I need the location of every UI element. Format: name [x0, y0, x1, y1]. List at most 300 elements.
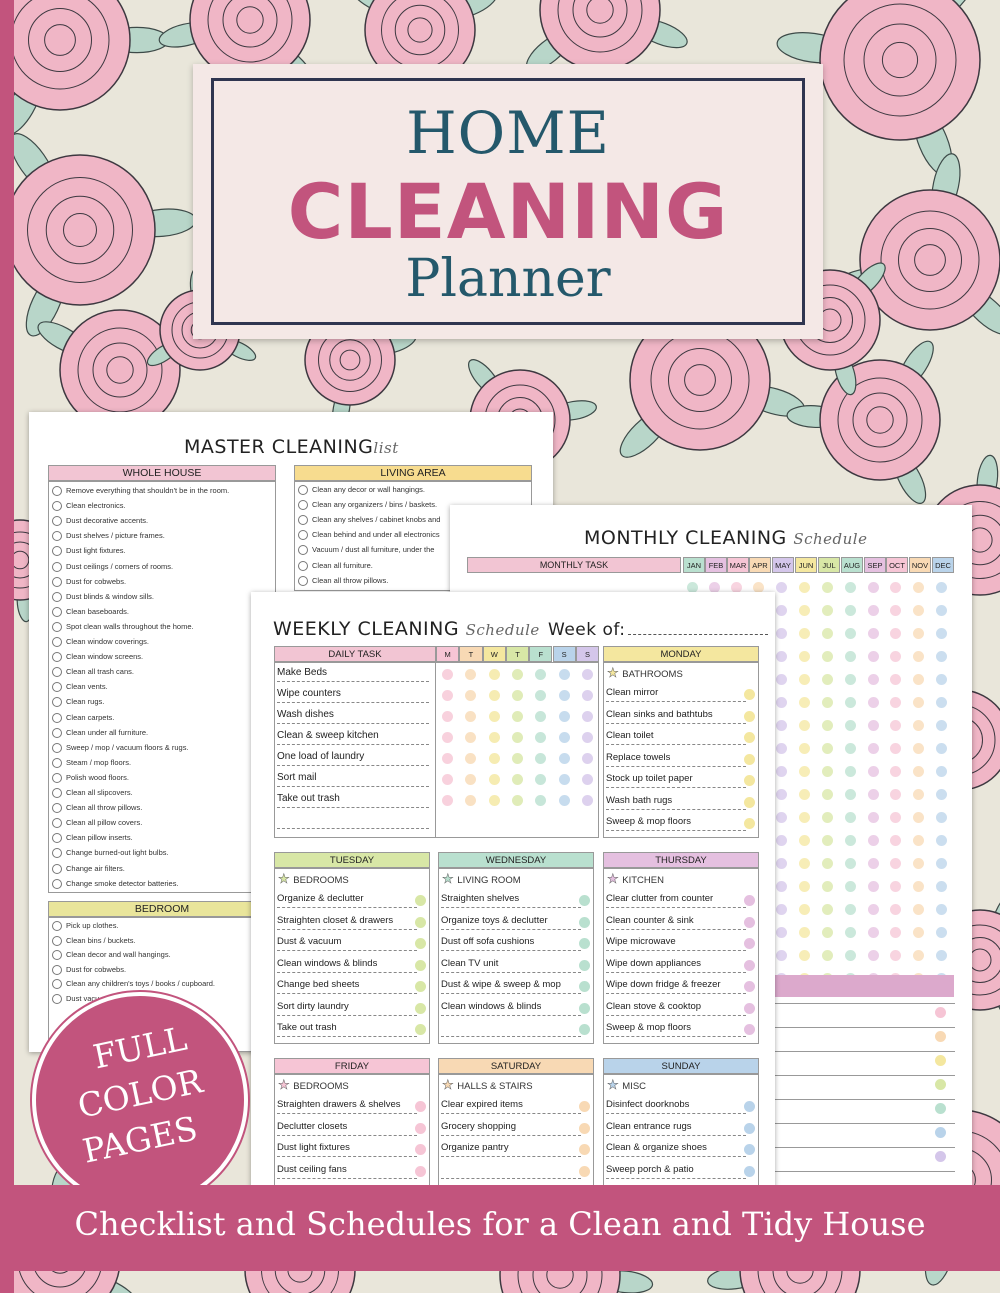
wednesday-task-dot[interactable] — [579, 981, 590, 992]
checkbox-circle[interactable] — [298, 485, 308, 495]
daily-task-row: One load of laundry — [277, 750, 429, 766]
daily-checkbox-dot[interactable] — [582, 753, 593, 764]
note-dot[interactable] — [935, 1055, 946, 1066]
month-checkbox-dot[interactable] — [845, 651, 856, 662]
wednesday-task-dot[interactable] — [579, 960, 590, 971]
thursday-task-dot[interactable] — [744, 917, 755, 928]
month-checkbox-dot[interactable] — [776, 766, 787, 777]
month-checkbox-dot[interactable] — [845, 835, 856, 846]
month-checkbox-dot[interactable] — [822, 582, 833, 593]
tuesday-task-dot[interactable] — [415, 981, 426, 992]
month-checkbox-dot[interactable] — [868, 789, 879, 800]
sunday-task-dot[interactable] — [744, 1166, 755, 1177]
month-checkbox-dot[interactable] — [936, 697, 947, 708]
month-checkbox-dot[interactable] — [822, 697, 833, 708]
month-checkbox-dot[interactable] — [868, 720, 879, 731]
month-checkbox-dot[interactable] — [868, 743, 879, 754]
daily-checkbox-dot[interactable] — [582, 732, 593, 743]
daily-checkbox-dot[interactable] — [489, 753, 500, 764]
daily-checkbox-dot[interactable] — [559, 711, 570, 722]
month-checkbox-dot[interactable] — [913, 651, 924, 662]
month-checkbox-dot[interactable] — [822, 950, 833, 961]
month-checkbox-dot[interactable] — [890, 881, 901, 892]
month-checkbox-dot[interactable] — [936, 835, 947, 846]
month-checkbox-dot[interactable] — [868, 697, 879, 708]
checkbox-circle[interactable] — [298, 561, 308, 571]
month-checkbox-dot[interactable] — [845, 628, 856, 639]
month-checkbox-dot[interactable] — [936, 651, 947, 662]
month-checkbox-dot[interactable] — [890, 927, 901, 938]
thursday-task-dot[interactable] — [744, 1003, 755, 1014]
month-checkbox-dot[interactable] — [936, 904, 947, 915]
month-checkbox-dot[interactable] — [776, 605, 787, 616]
month-header: DEC — [932, 557, 954, 573]
month-checkbox-dot[interactable] — [822, 927, 833, 938]
month-checkbox-dot[interactable] — [776, 927, 787, 938]
month-checkbox-dot[interactable] — [799, 651, 810, 662]
sunday-task-dot[interactable] — [744, 1101, 755, 1112]
month-checkbox-dot[interactable] — [776, 743, 787, 754]
checkbox-circle[interactable] — [52, 531, 62, 541]
month-checkbox-dot[interactable] — [890, 720, 901, 731]
note-dot[interactable] — [935, 1031, 946, 1042]
month-checkbox-dot[interactable] — [776, 720, 787, 731]
month-checkbox-dot[interactable] — [913, 789, 924, 800]
monday-task-dot[interactable] — [744, 797, 755, 808]
title-home: HOME — [406, 99, 610, 167]
month-checkbox-dot[interactable] — [799, 766, 810, 777]
month-checkbox-dot[interactable] — [799, 927, 810, 938]
checklist-item — [52, 697, 104, 707]
month-checkbox-dot[interactable] — [776, 697, 787, 708]
daily-checkbox-dot[interactable] — [559, 795, 570, 806]
checkbox-circle[interactable] — [52, 713, 62, 723]
month-checkbox-dot[interactable] — [868, 927, 879, 938]
wednesday-task-dot[interactable] — [579, 1024, 590, 1035]
checkbox-circle[interactable] — [52, 788, 62, 798]
saturday-task-dot[interactable] — [579, 1166, 590, 1177]
month-checkbox-dot[interactable] — [913, 605, 924, 616]
month-checkbox-dot[interactable] — [868, 835, 879, 846]
badge-line-3: PAGES — [79, 1108, 201, 1171]
daily-checkbox-dot[interactable] — [442, 669, 453, 680]
month-checkbox-dot[interactable] — [799, 605, 810, 616]
checkbox-circle[interactable] — [52, 501, 62, 511]
month-checkbox-dot[interactable] — [868, 812, 879, 823]
month-checkbox-dot[interactable] — [936, 605, 947, 616]
checkbox-circle[interactable] — [52, 637, 62, 647]
month-checkbox-dot[interactable] — [936, 766, 947, 777]
month-checkbox-dot[interactable] — [936, 881, 947, 892]
month-checkbox-dot[interactable] — [776, 651, 787, 662]
daily-checkbox-dot[interactable] — [442, 690, 453, 701]
checklist-item-text: Clean behind and under all electronics — [312, 530, 440, 540]
checklist-item-text: Polish wood floors. — [66, 772, 129, 782]
month-checkbox-dot[interactable] — [868, 628, 879, 639]
daily-checkbox-dot[interactable] — [582, 795, 593, 806]
month-checkbox-dot[interactable] — [913, 628, 924, 639]
daily-checkbox-dot[interactable] — [512, 669, 523, 680]
month-checkbox-dot[interactable] — [890, 674, 901, 685]
month-checkbox-dot[interactable] — [845, 858, 856, 869]
month-checkbox-dot[interactable] — [822, 743, 833, 754]
daily-checkbox-dot[interactable] — [489, 690, 500, 701]
wednesday-header: WEDNESDAY — [438, 852, 594, 868]
month-checkbox-dot[interactable] — [776, 881, 787, 892]
checkbox-circle[interactable] — [52, 848, 62, 858]
month-checkbox-dot[interactable] — [913, 697, 924, 708]
daily-checkbox-dot[interactable] — [489, 795, 500, 806]
month-checkbox-dot[interactable] — [890, 582, 901, 593]
month-checkbox-dot[interactable] — [913, 582, 924, 593]
daily-checkbox-dot[interactable] — [442, 795, 453, 806]
month-checkbox-dot[interactable] — [799, 812, 810, 823]
month-checkbox-dot[interactable] — [890, 697, 901, 708]
note-line[interactable] — [775, 1123, 955, 1124]
week-of-blank[interactable] — [628, 634, 768, 635]
checkbox-circle[interactable] — [52, 592, 62, 602]
checkbox-circle[interactable] — [52, 879, 62, 889]
checkbox-circle[interactable] — [52, 758, 62, 768]
note-line[interactable] — [775, 1003, 955, 1004]
month-checkbox-dot[interactable] — [845, 904, 856, 915]
month-checkbox-dot[interactable] — [936, 812, 947, 823]
tuesday-task: Sort dirty laundry — [277, 1000, 417, 1016]
month-checkbox-dot[interactable] — [799, 720, 810, 731]
month-checkbox-dot[interactable] — [868, 950, 879, 961]
month-checkbox-dot[interactable] — [936, 927, 947, 938]
month-checkbox-dot[interactable] — [890, 628, 901, 639]
month-checkbox-dot[interactable] — [799, 743, 810, 754]
note-dot[interactable] — [935, 1103, 946, 1114]
month-checkbox-dot[interactable] — [776, 812, 787, 823]
month-checkbox-dot[interactable] — [913, 835, 924, 846]
note-dot[interactable] — [935, 1127, 946, 1138]
month-checkbox-dot[interactable] — [868, 582, 879, 593]
month-checkbox-dot[interactable] — [913, 743, 924, 754]
checkbox-circle[interactable] — [298, 500, 308, 510]
daily-checkbox-dot[interactable] — [512, 774, 523, 785]
wednesday-task-dot[interactable] — [579, 938, 590, 949]
month-checkbox-dot[interactable] — [845, 674, 856, 685]
daily-checkbox-dot[interactable] — [489, 774, 500, 785]
month-checkbox-dot[interactable] — [822, 628, 833, 639]
saturday-task: Grocery shopping — [441, 1120, 581, 1136]
tuesday-task-dot[interactable] — [415, 938, 426, 949]
checkbox-circle[interactable] — [298, 515, 308, 525]
thursday-task-dot[interactable] — [744, 895, 755, 906]
note-line[interactable] — [775, 1099, 955, 1100]
weekly-schedule-page — [251, 592, 775, 1192]
monday-task-dot[interactable] — [744, 689, 755, 700]
month-checkbox-dot[interactable] — [799, 697, 810, 708]
month-checkbox-dot[interactable] — [776, 904, 787, 915]
wednesday-task: Straighten shelves — [441, 892, 581, 908]
month-checkbox-dot[interactable] — [799, 674, 810, 685]
daily-checkbox-dot[interactable] — [559, 753, 570, 764]
saturday-header: SATURDAY — [438, 1058, 594, 1074]
title-cleaning: CLEANING — [287, 167, 729, 256]
checkbox-circle[interactable] — [298, 530, 308, 540]
checkbox-circle[interactable] — [52, 936, 62, 946]
tuesday-task-dot[interactable] — [415, 1003, 426, 1014]
checkbox-circle[interactable] — [52, 697, 62, 707]
monday-task-dot[interactable] — [744, 818, 755, 829]
month-checkbox-dot[interactable] — [845, 881, 856, 892]
month-checkbox-dot[interactable] — [776, 582, 787, 593]
daily-checkbox-dot[interactable] — [442, 774, 453, 785]
monday-room-text: BATHROOMS — [622, 669, 683, 680]
daily-checkbox-dot[interactable] — [442, 711, 453, 722]
month-checkbox-dot[interactable] — [936, 582, 947, 593]
bedroom-header: BEDROOM — [48, 901, 276, 917]
month-checkbox-dot[interactable] — [890, 904, 901, 915]
daily-checkbox-dot[interactable] — [512, 753, 523, 764]
wednesday-task-dot[interactable] — [579, 1003, 590, 1014]
monday-task-dot[interactable] — [744, 711, 755, 722]
checkbox-circle[interactable] — [52, 546, 62, 556]
daily-checkbox-dot[interactable] — [512, 711, 523, 722]
month-checkbox-dot[interactable] — [776, 674, 787, 685]
month-checkbox-dot[interactable] — [822, 720, 833, 731]
weekday-letter: F — [529, 646, 552, 662]
month-checkbox-dot[interactable] — [799, 628, 810, 639]
checkbox-circle[interactable] — [52, 979, 62, 989]
daily-checkbox-dot[interactable] — [559, 732, 570, 743]
month-checkbox-dot[interactable] — [799, 881, 810, 892]
note-dot[interactable] — [935, 1079, 946, 1090]
month-checkbox-dot[interactable] — [799, 904, 810, 915]
checklist-item-text: Dust decorative accents. — [66, 516, 149, 526]
wednesday-task-dot[interactable] — [579, 895, 590, 906]
daily-checkbox-dot[interactable] — [489, 669, 500, 680]
month-checkbox-dot[interactable] — [822, 904, 833, 915]
friday-task-dot[interactable] — [415, 1123, 426, 1134]
saturday-task-dot[interactable] — [579, 1123, 590, 1134]
checklist-item-text: Change burned-out light bulbs. — [66, 848, 169, 858]
saturday-task-dot[interactable] — [579, 1101, 590, 1112]
month-checkbox-dot[interactable] — [913, 720, 924, 731]
month-checkbox-dot[interactable] — [822, 766, 833, 777]
daily-checkbox-dot[interactable] — [559, 774, 570, 785]
daily-checkbox-dot[interactable] — [489, 732, 500, 743]
friday-task-dot[interactable] — [415, 1144, 426, 1155]
friday-task-dot[interactable] — [415, 1166, 426, 1177]
friday-task-dot[interactable] — [415, 1101, 426, 1112]
month-checkbox-dot[interactable] — [822, 812, 833, 823]
saturday-star-icon: ★ — [442, 1077, 458, 1092]
checkbox-circle[interactable] — [52, 950, 62, 960]
friday-task: Declutter closets — [277, 1120, 417, 1136]
tuesday-task-dot[interactable] — [415, 895, 426, 906]
daily-checkbox-dot[interactable] — [582, 669, 593, 680]
monday-task-dot[interactable] — [744, 775, 755, 786]
note-line[interactable] — [775, 1147, 955, 1148]
checkbox-circle[interactable] — [52, 833, 62, 843]
saturday-task-dot[interactable] — [579, 1144, 590, 1155]
month-checkbox-dot[interactable] — [845, 697, 856, 708]
note-line[interactable] — [775, 1171, 955, 1172]
checklist-item-text: Clean vents. — [66, 682, 108, 692]
checklist-item-text: Clean any children's toys / books / cupboard. — [66, 979, 216, 989]
daily-checkbox-dot[interactable] — [512, 795, 523, 806]
month-checkbox-dot[interactable] — [890, 812, 901, 823]
thursday-task-dot[interactable] — [744, 981, 755, 992]
month-checkbox-dot[interactable] — [845, 812, 856, 823]
month-checkbox-dot[interactable] — [776, 628, 787, 639]
month-checkbox-dot[interactable] — [822, 881, 833, 892]
monday-task-dot[interactable] — [744, 732, 755, 743]
checkbox-circle[interactable] — [298, 576, 308, 586]
wednesday-task-dot[interactable] — [579, 917, 590, 928]
month-checkbox-dot[interactable] — [845, 950, 856, 961]
checkbox-circle[interactable] — [52, 682, 62, 692]
month-checkbox-dot[interactable] — [776, 858, 787, 869]
month-checkbox-dot[interactable] — [822, 605, 833, 616]
month-checkbox-dot[interactable] — [890, 605, 901, 616]
month-checkbox-dot[interactable] — [799, 858, 810, 869]
daily-checkbox-dot[interactable] — [512, 732, 523, 743]
month-checkbox-dot[interactable] — [890, 651, 901, 662]
thursday-task-dot[interactable] — [744, 938, 755, 949]
month-checkbox-dot[interactable] — [776, 835, 787, 846]
month-checkbox-dot[interactable] — [913, 812, 924, 823]
checkbox-circle[interactable] — [52, 652, 62, 662]
sunday-task-dot[interactable] — [744, 1144, 755, 1155]
month-checkbox-dot[interactable] — [868, 858, 879, 869]
checklist-item-text: Dust light fixtures. — [66, 546, 126, 556]
checkbox-circle[interactable] — [52, 965, 62, 975]
month-checkbox-dot[interactable] — [913, 674, 924, 685]
saturday-task: Clear expired items — [441, 1098, 581, 1114]
daily-checkbox-dot[interactable] — [582, 774, 593, 785]
month-checkbox-dot[interactable] — [936, 720, 947, 731]
checkbox-circle[interactable] — [52, 773, 62, 783]
saturday-task — [441, 1163, 581, 1179]
month-checkbox-dot[interactable] — [822, 789, 833, 800]
month-checkbox-dot[interactable] — [822, 674, 833, 685]
daily-checkbox-dot[interactable] — [489, 711, 500, 722]
month-checkbox-dot[interactable] — [913, 881, 924, 892]
checklist-item — [52, 818, 142, 828]
tuesday-task-dot[interactable] — [415, 917, 426, 928]
checkbox-circle[interactable] — [52, 486, 62, 496]
checkbox-circle[interactable] — [52, 743, 62, 753]
note-line[interactable] — [775, 1027, 955, 1028]
monday-task-dot[interactable] — [744, 754, 755, 765]
month-checkbox-dot[interactable] — [868, 605, 879, 616]
month-checkbox-dot[interactable] — [845, 743, 856, 754]
month-checkbox-dot[interactable] — [845, 605, 856, 616]
checklist-item — [52, 921, 119, 931]
month-checkbox-dot[interactable] — [799, 582, 810, 593]
checkbox-circle[interactable] — [52, 667, 62, 677]
master-title-text: MASTER CLEANING — [184, 436, 374, 458]
note-dot[interactable] — [935, 1151, 946, 1162]
checkbox-circle[interactable] — [52, 818, 62, 828]
checkbox-circle[interactable] — [52, 803, 62, 813]
checkbox-circle[interactable] — [52, 622, 62, 632]
month-checkbox-dot[interactable] — [936, 858, 947, 869]
month-checkbox-dot[interactable] — [913, 766, 924, 777]
thursday-task-dot[interactable] — [744, 960, 755, 971]
checkbox-circle[interactable] — [52, 921, 62, 931]
checkbox-circle[interactable] — [52, 728, 62, 738]
daily-checkbox-dot[interactable] — [442, 732, 453, 743]
daily-checkbox-dot[interactable] — [582, 690, 593, 701]
month-checkbox-dot[interactable] — [868, 904, 879, 915]
month-checkbox-dot[interactable] — [936, 950, 947, 961]
daily-checkbox-dot[interactable] — [582, 711, 593, 722]
month-checkbox-dot[interactable] — [799, 950, 810, 961]
month-checkbox-dot[interactable] — [913, 858, 924, 869]
month-checkbox-dot[interactable] — [799, 789, 810, 800]
checkbox-circle[interactable] — [52, 516, 62, 526]
month-checkbox-dot[interactable] — [845, 720, 856, 731]
daily-checkbox-dot[interactable] — [442, 753, 453, 764]
tuesday-task-dot[interactable] — [415, 1024, 426, 1035]
sunday-room-label — [607, 1077, 646, 1093]
month-checkbox-dot[interactable] — [822, 835, 833, 846]
checkbox-circle[interactable] — [52, 562, 62, 572]
sunday-task-dot[interactable] — [744, 1123, 755, 1134]
month-checkbox-dot[interactable] — [845, 766, 856, 777]
checkbox-circle[interactable] — [52, 864, 62, 874]
note-dot[interactable] — [935, 1007, 946, 1018]
daily-checkbox-dot[interactable] — [512, 690, 523, 701]
month-checkbox-dot[interactable] — [868, 881, 879, 892]
checkbox-circle[interactable] — [52, 994, 62, 1004]
month-checkbox-dot[interactable] — [822, 651, 833, 662]
month-checkbox-dot[interactable] — [890, 766, 901, 777]
month-checkbox-dot[interactable] — [936, 789, 947, 800]
month-checkbox-dot[interactable] — [890, 858, 901, 869]
month-checkbox-dot[interactable] — [845, 927, 856, 938]
tuesday-task: Straighten closet & drawers — [277, 914, 417, 930]
month-checkbox-dot[interactable] — [822, 858, 833, 869]
month-checkbox-dot[interactable] — [776, 789, 787, 800]
month-checkbox-dot[interactable] — [913, 927, 924, 938]
note-line[interactable] — [775, 1075, 955, 1076]
month-checkbox-dot[interactable] — [890, 950, 901, 961]
month-checkbox-dot[interactable] — [936, 743, 947, 754]
month-checkbox-dot[interactable] — [936, 674, 947, 685]
month-checkbox-dot[interactable] — [845, 789, 856, 800]
weekday-letter: W — [483, 646, 506, 662]
note-line[interactable] — [775, 1051, 955, 1052]
month-checkbox-dot[interactable] — [890, 835, 901, 846]
month-checkbox-dot[interactable] — [868, 674, 879, 685]
month-checkbox-dot[interactable] — [913, 950, 924, 961]
daily-task-row: Clean & sweep kitchen — [277, 729, 429, 745]
month-checkbox-dot[interactable] — [845, 582, 856, 593]
month-checkbox-dot[interactable] — [776, 950, 787, 961]
month-checkbox-dot[interactable] — [799, 835, 810, 846]
checkbox-circle[interactable] — [52, 577, 62, 587]
month-checkbox-dot[interactable] — [868, 766, 879, 777]
tuesday-task-dot[interactable] — [415, 960, 426, 971]
month-checkbox-dot[interactable] — [913, 904, 924, 915]
thursday-task-dot[interactable] — [744, 1024, 755, 1035]
checkbox-circle[interactable] — [298, 545, 308, 555]
daily-checkbox-dot[interactable] — [559, 669, 570, 680]
month-checkbox-dot[interactable] — [868, 651, 879, 662]
month-checkbox-dot[interactable] — [890, 743, 901, 754]
checkbox-circle[interactable] — [52, 607, 62, 617]
month-checkbox-dot[interactable] — [890, 789, 901, 800]
month-checkbox-dot[interactable] — [936, 628, 947, 639]
daily-checkbox-dot[interactable] — [559, 690, 570, 701]
